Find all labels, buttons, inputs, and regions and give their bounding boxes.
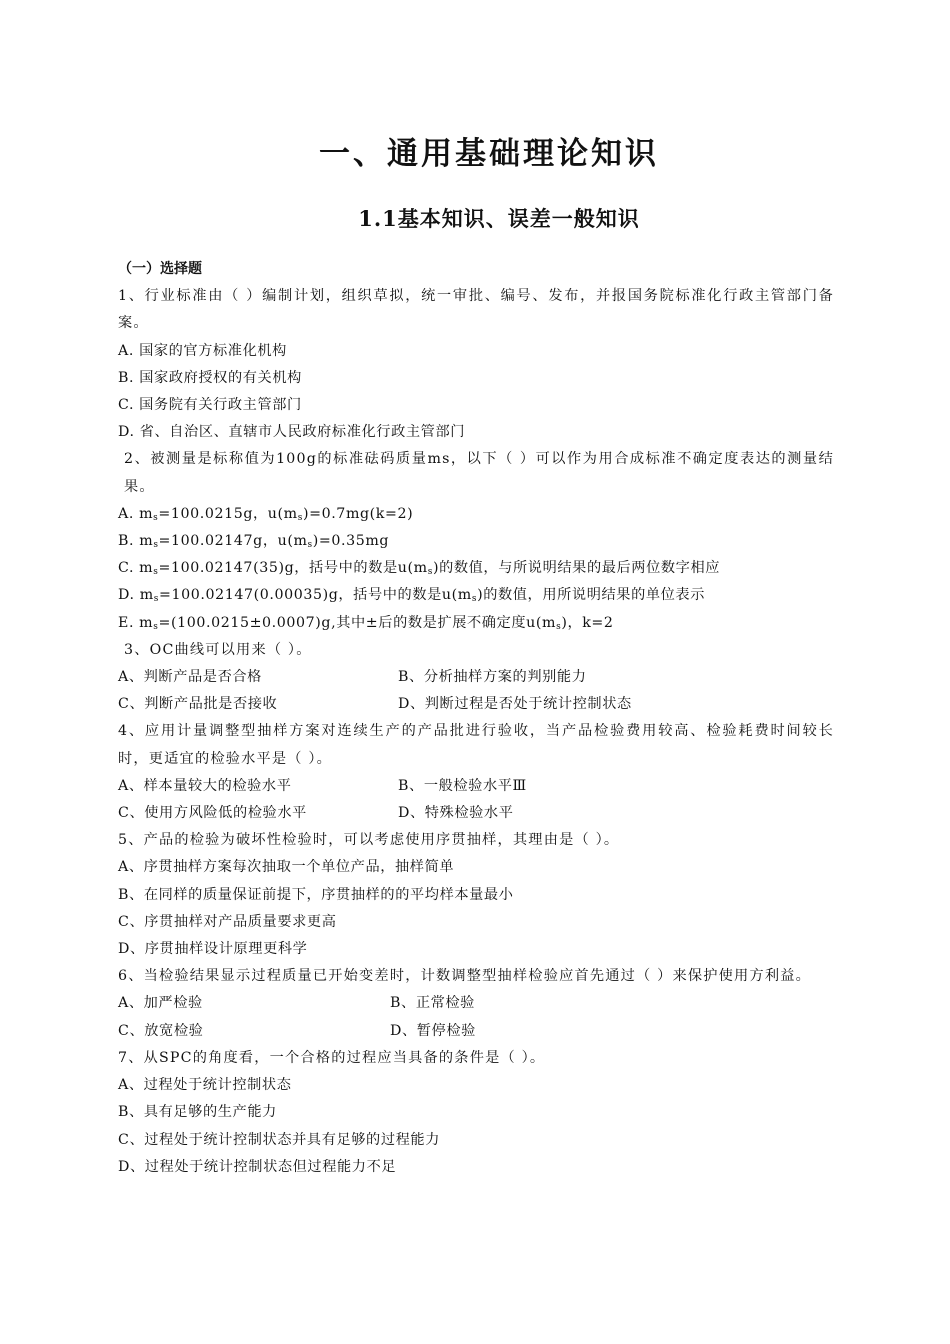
question-3-stem: 3、OC曲线可以用来（ ）。 (124, 641, 312, 658)
question-3-option-c: C、判断产品批是否接收 (118, 696, 278, 713)
question-1-option-c: C. 国务院有关行政主管部门 (118, 397, 302, 414)
question-1-stem: 1、行业标准由（ ）编制计划，组织草拟，统一审批、编号、发布，并报国务院标准化行政主管部门备案。 (118, 288, 834, 332)
question-6-option-a: A、加严检验 (118, 995, 203, 1012)
question-7-option-b: B、具有足够的生产能力 (118, 1104, 277, 1121)
question-2-option-d: D. $m_s=100.02147(0.00035)g$，括号中的数是$u(m_s)$的数值，用所说明结果的单位表示 (118, 587, 706, 605)
question-4-option-a: A、样本量较大的检验水平 (118, 777, 292, 794)
question-5-option-c: C、序贯抽样对产品质量要求更高 (118, 913, 337, 930)
chapter-title: 一、通用基础理论知识 (319, 136, 659, 172)
question-4-option-b: B、一般检验水平Ⅲ (398, 777, 527, 794)
question-7-option-d: D、过程处于统计控制状态但过程能力不足 (118, 1158, 397, 1175)
question-1-option-b: B. 国家政府授权的有关机构 (118, 369, 302, 386)
question-list (118, 256, 834, 1181)
question-4-stem: 4、应用计量调整型抽样方案对连续生产的产品批进行验收，当产品检验费用较高、检验耗费时间较长时，更适宜的检验水平是（ ）。 (118, 723, 834, 767)
question-1-option-d: D. 省、自治区、直辖市人民政府标准化行政主管部门 (118, 424, 466, 441)
question-6-option-c: C、放宽检验 (118, 1022, 204, 1039)
question-6-options-row-1 (118, 990, 834, 1017)
question-2-option-c: C. $m_s=100.02147(35)g$，括号中的数是$u(m_s)$的数值，与所说明结果的最后两位数字相应 (118, 560, 721, 578)
question-3-option-d: D、判断过程是否处于统计控制状态 (398, 696, 632, 713)
question-2-stem: 2、被测量是标称值为100g的标准砝码质量ms，以下（ ）可以作为用合成标准不确定度表达的测量结果。 (124, 451, 834, 495)
question-5-stem: 5、产品的检验为破坏性检验时，可以考虑使用序贯抽样，其理由是（ ）。 (118, 832, 620, 849)
question-6-options-row-2 (118, 1018, 834, 1045)
question-3-options-row-2 (118, 691, 834, 718)
question-4-options-row-2 (118, 800, 834, 827)
question-7-option-a: A、过程处于统计控制状态 (118, 1077, 292, 1094)
question-4-option-d: D、特殊检验水平 (398, 805, 514, 822)
question-7-option-c: C、过程处于统计控制状态并具有足够的过程能力 (118, 1131, 440, 1148)
question-2-option-a: A. $m_s=100.0215g$，$u(m_s)=0.7mg(k=2)$ (118, 505, 414, 523)
question-3-option-a: A、判断产品是否合格 (118, 669, 262, 686)
question-4-options-row-1 (118, 773, 834, 800)
question-2-option-b: B. $m_s=100.02147g$，$u(m_s)=0.35mg$ (118, 533, 390, 551)
section-heading: （一）选择题 (118, 261, 202, 277)
question-3-option-b: B、分析抽样方案的判别能力 (398, 669, 587, 686)
question-6-option-d: D、暂停检验 (390, 1022, 476, 1039)
question-5-option-b: B、在同样的质量保证前提下，序贯抽样的的平均样本量最小 (118, 886, 514, 903)
question-7-stem: 7、从SPC的角度看，一个合格的过程应当具备的条件是（ ）。 (118, 1049, 546, 1066)
question-3-options-row-1 (118, 664, 834, 691)
question-1-option-a: A. 国家的官方标准化机构 (118, 342, 287, 359)
question-6-option-b: B、正常检验 (390, 995, 475, 1012)
question-6-stem: 6、当检验结果显示过程质量已开始变差时，计数调整型抽样检验应首先通过（ ）来保护使用方利益。 (118, 968, 811, 985)
question-5-option-d: D、序贯抽样设计原理更科学 (118, 941, 308, 958)
question-4-option-c: C、使用方风险低的检验水平 (118, 805, 307, 822)
question-5-option-a: A、序贯抽样方案每次抽取一个单位产品，抽样简单 (118, 859, 455, 876)
section-title: 1.1基本知识、误差一般知识 (358, 206, 640, 231)
question-2-option-e: E. $m_s=(100.0215\pm 0.0007)g$,其中±后的数是扩展不确定度$u(m_s)$，k=2 (118, 614, 614, 632)
